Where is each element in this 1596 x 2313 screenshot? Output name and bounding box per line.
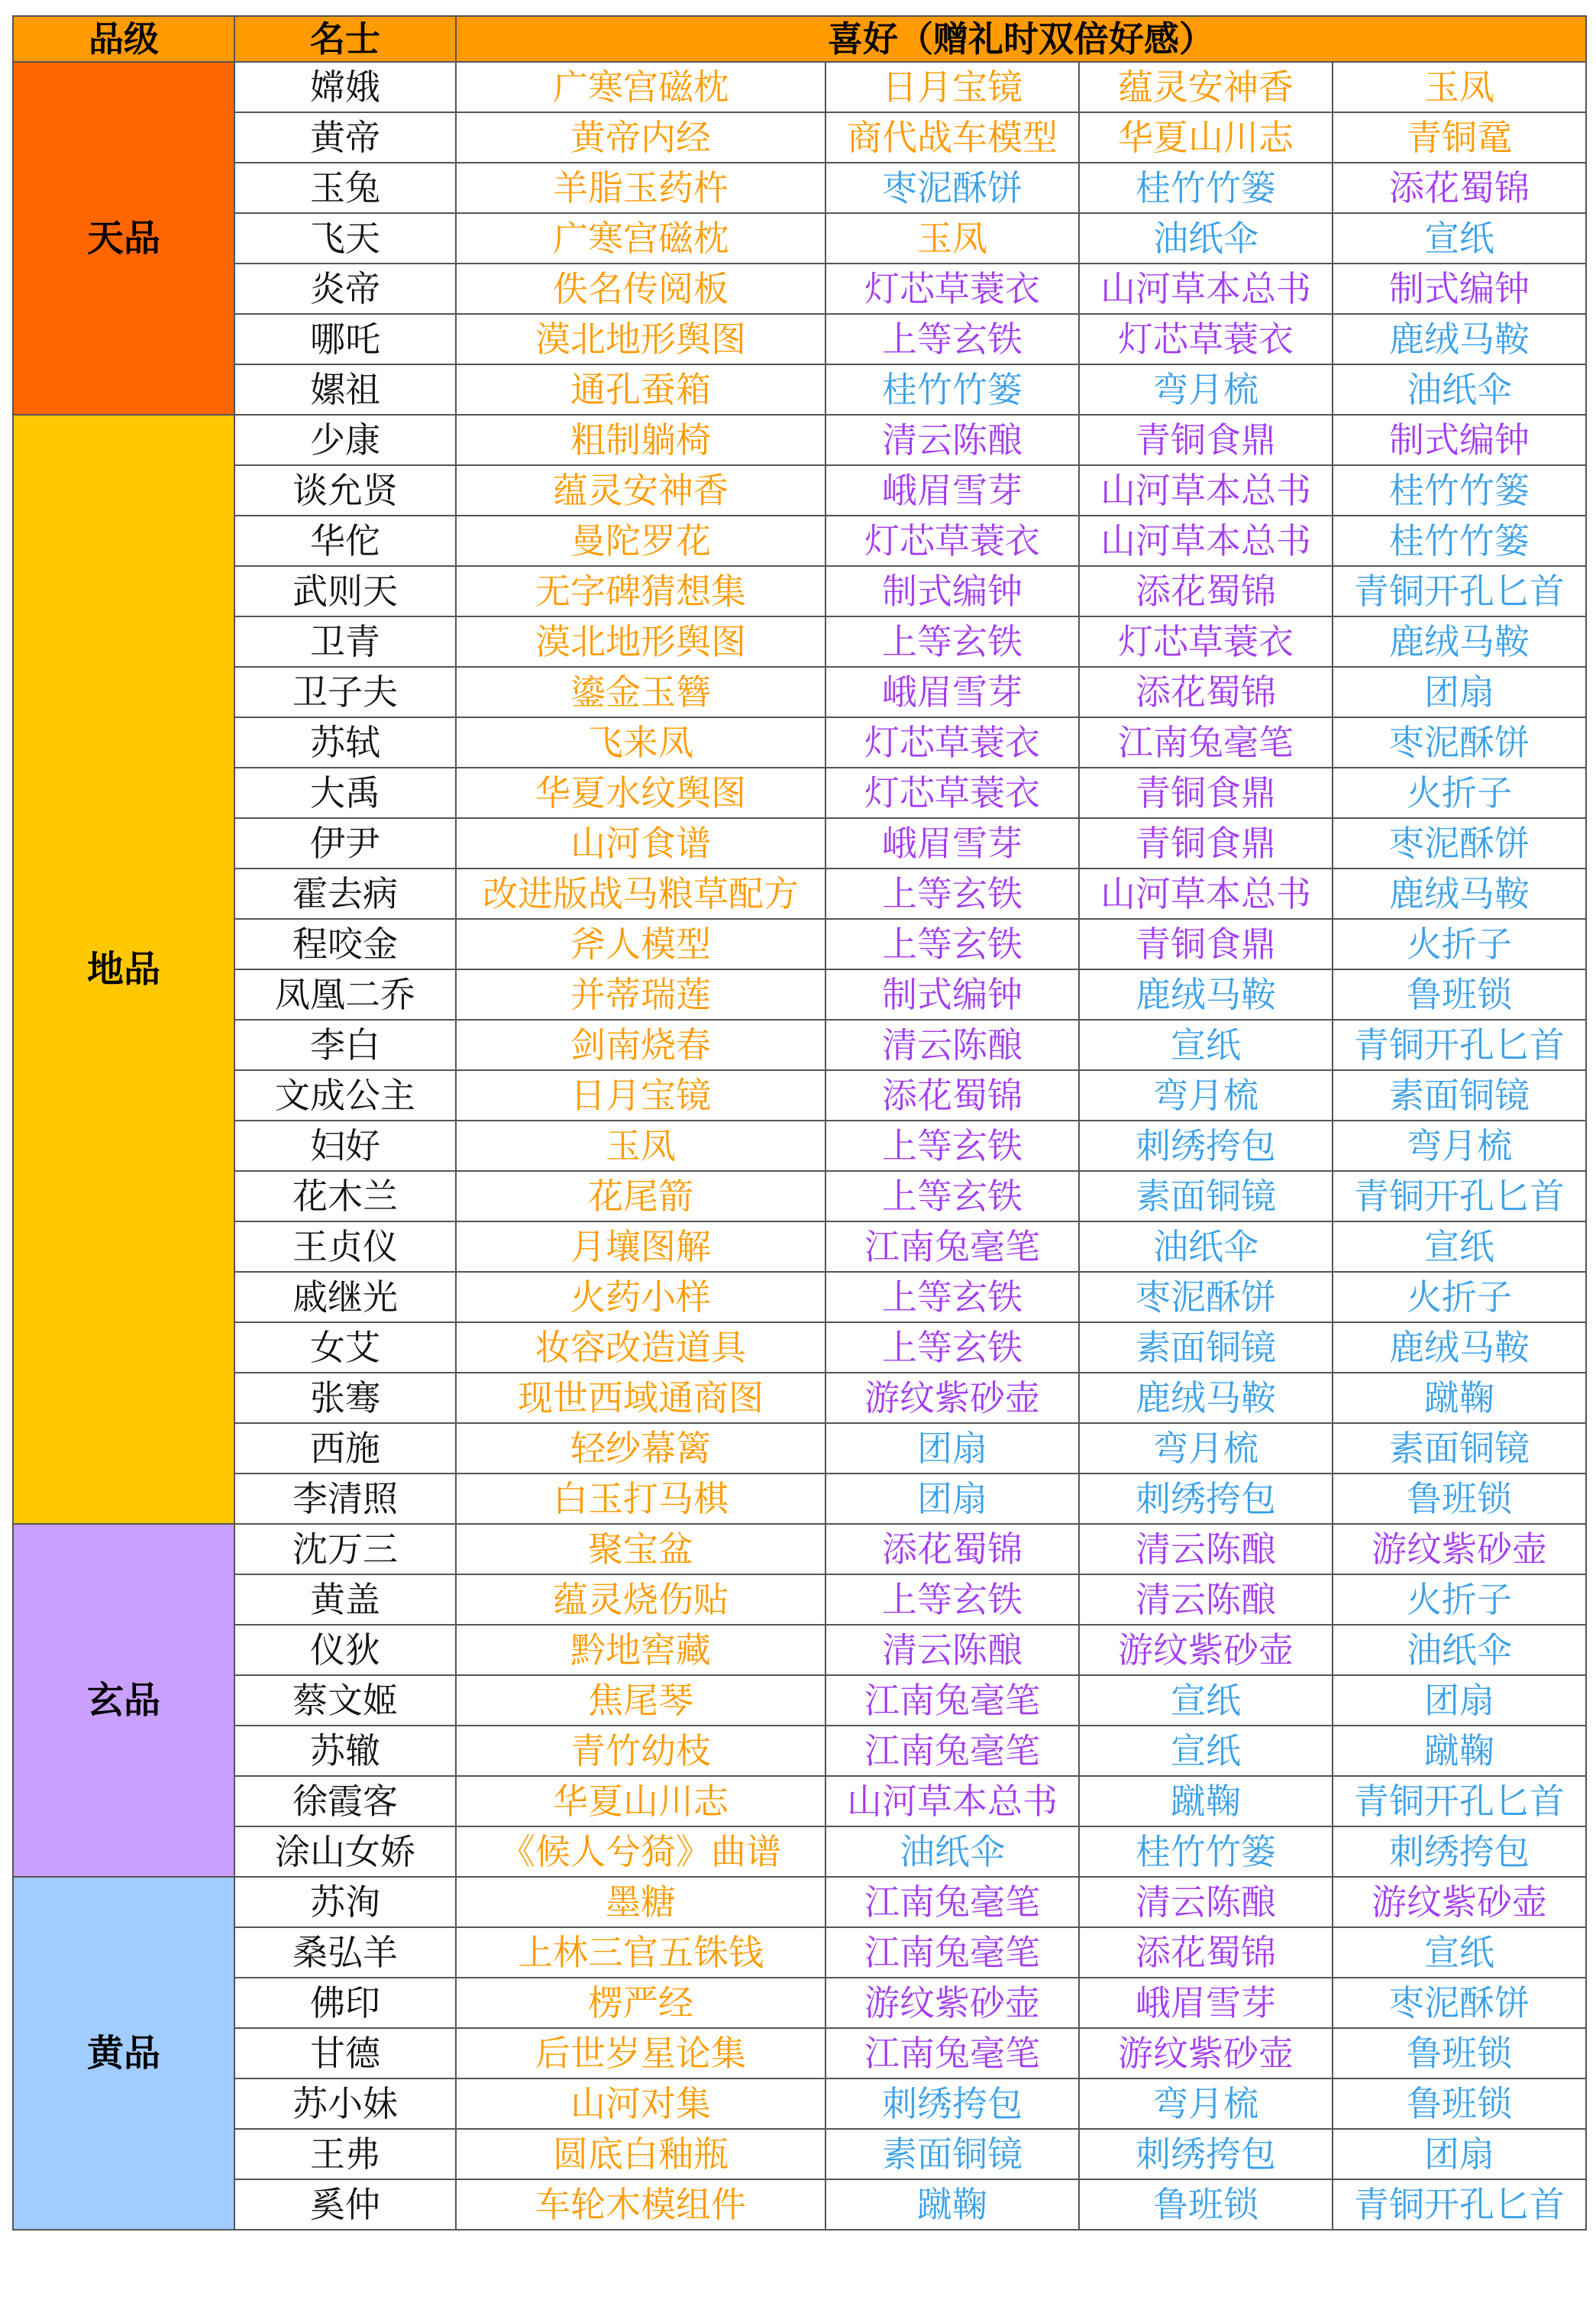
- gift-item: 鲁班锁: [1333, 969, 1586, 1020]
- gift-item: 宣纸: [1079, 1726, 1333, 1776]
- gift-item: 枣泥酥饼: [1333, 1978, 1586, 2028]
- gift-item: 枣泥酥饼: [1333, 818, 1586, 869]
- gift-item: 鹿绒马鞍: [1333, 616, 1586, 667]
- gift-item: 油纸伞: [1079, 1221, 1333, 1272]
- gift-item: 月壤图解: [456, 1221, 825, 1272]
- celebrity-name: 仪狄: [234, 1625, 456, 1675]
- table-row: [13, 1272, 1586, 1322]
- gift-item: 枣泥酥饼: [1079, 1272, 1333, 1322]
- celebrity-name: 文成公主: [234, 1070, 456, 1121]
- gift-item: 团扇: [1333, 1675, 1586, 1726]
- gift-item: 素面铜镜: [1333, 1423, 1586, 1474]
- table-row: [13, 1524, 1586, 1574]
- gift-item: 粗制躺椅: [456, 415, 825, 465]
- gift-item: 黔地窖藏: [456, 1625, 825, 1675]
- gift-item: 青铜开孔匕首: [1333, 2179, 1586, 2230]
- gift-item: 青铜食鼎: [1079, 919, 1333, 969]
- gift-item: 桂竹竹篓: [1333, 465, 1586, 516]
- gift-item: 上等玄铁: [825, 1121, 1079, 1171]
- tier-label: 玄品: [13, 1524, 234, 1877]
- gift-item: 宣纸: [1333, 213, 1586, 264]
- gift-item: 车轮木模组件: [456, 2179, 825, 2230]
- celebrity-name: 佛印: [234, 1978, 456, 2028]
- gift-item: 团扇: [1333, 667, 1586, 717]
- gift-item: 蕴灵安神香: [456, 465, 825, 516]
- gift-item: 灯芯草蓑衣: [825, 768, 1079, 818]
- gift-item: 油纸伞: [1333, 364, 1586, 415]
- gift-item: 桂竹竹篓: [1333, 516, 1586, 566]
- gift-item: 刺绣挎包: [825, 2078, 1079, 2129]
- celebrity-name: 李清照: [234, 1474, 456, 1524]
- table-row: [13, 1474, 1586, 1524]
- celebrity-name: 涂山女娇: [234, 1826, 456, 1877]
- gift-item: 焦尾琴: [456, 1675, 825, 1726]
- celebrity-name: 卫青: [234, 616, 456, 667]
- gift-item: 鹿绒马鞍: [1333, 869, 1586, 919]
- gift-item: 华夏水纹舆图: [456, 768, 825, 818]
- gift-item: 玉凤: [456, 1121, 825, 1171]
- gift-item: 聚宝盆: [456, 1524, 825, 1574]
- gift-item: 桂竹竹篓: [825, 364, 1079, 415]
- gift-item: 曼陀罗花: [456, 516, 825, 566]
- table-row: [13, 1373, 1586, 1423]
- gift-item: 桂竹竹篓: [1079, 163, 1333, 213]
- gift-item: 峨眉雪芽: [825, 465, 1079, 516]
- gift-item: 刺绣挎包: [1079, 1474, 1333, 1524]
- gift-item: 添花蜀锦: [1079, 566, 1333, 616]
- gift-item: 圆底白釉瓶: [456, 2129, 825, 2179]
- celebrity-name: 女艾: [234, 1322, 456, 1373]
- table-row: [13, 969, 1586, 1020]
- celebrity-name: 嫘祖: [234, 364, 456, 415]
- celebrity-name: 沈万三: [234, 1524, 456, 1574]
- celebrity-name: 武则天: [234, 566, 456, 616]
- celebrity-name: 伊尹: [234, 818, 456, 869]
- gift-item: 青铜食鼎: [1079, 768, 1333, 818]
- celebrity-name: 奚仲: [234, 2179, 456, 2230]
- gift-item: 游纹紫砂壶: [825, 1373, 1079, 1423]
- gift-item: 上林三官五铢钱: [456, 1927, 825, 1978]
- gift-item: 素面铜镜: [1079, 1171, 1333, 1221]
- header-row: [13, 16, 1586, 62]
- tier-label: 地品: [13, 415, 234, 1524]
- gift-item: 青铜食鼎: [1079, 818, 1333, 869]
- gift-item: 制式编钟: [825, 969, 1079, 1020]
- celebrity-name: 李白: [234, 1020, 456, 1070]
- gift-item: 清云陈酿: [1079, 1877, 1333, 1927]
- gift-item: 蹴鞠: [1079, 1776, 1333, 1826]
- table-row: [13, 2179, 1586, 2230]
- gift-item: 蕴灵安神香: [1079, 62, 1333, 112]
- gift-item: 华夏山川志: [1079, 112, 1333, 163]
- gift-item: 清云陈酿: [1079, 1574, 1333, 1625]
- tier-label: 黄品: [13, 1877, 234, 2230]
- header-gifts: 喜好（赠礼时双倍好感）: [456, 16, 1586, 62]
- celebrity-name: 王弗: [234, 2129, 456, 2179]
- table-row: [13, 415, 1586, 465]
- gift-item: 上等玄铁: [825, 314, 1079, 364]
- table-row: [13, 516, 1586, 566]
- table-row: [13, 1927, 1586, 1978]
- celebrity-name: 华佗: [234, 516, 456, 566]
- celebrity-name: 徐霞客: [234, 1776, 456, 1826]
- gift-item: 山河草本总书: [1079, 264, 1333, 314]
- table-row: [13, 919, 1586, 969]
- table-row: [13, 364, 1586, 415]
- gift-item: 鲁班锁: [1333, 2078, 1586, 2129]
- gift-item: 无字碑猜想集: [456, 566, 825, 616]
- gift-item: 青铜开孔匕首: [1333, 1020, 1586, 1070]
- gift-item: 鹿绒马鞍: [1079, 1373, 1333, 1423]
- gift-item: 广寒宫磁枕: [456, 62, 825, 112]
- gift-item: 灯芯草蓑衣: [825, 516, 1079, 566]
- gift-item: 素面铜镜: [825, 2129, 1079, 2179]
- table-row: [13, 112, 1586, 163]
- gift-item: 油纸伞: [1333, 1625, 1586, 1675]
- gift-item: 灯芯草蓑衣: [1079, 314, 1333, 364]
- gift-item: 斧人模型: [456, 919, 825, 969]
- gift-item: 游纹紫砂壶: [1079, 1625, 1333, 1675]
- gift-item: 江南兔毫笔: [825, 1877, 1079, 1927]
- gift-item: 油纸伞: [1079, 213, 1333, 264]
- celebrity-name: 凤凰二乔: [234, 969, 456, 1020]
- gift-item: 改进版战马粮草配方: [456, 869, 825, 919]
- gift-item: 上等玄铁: [825, 616, 1079, 667]
- gift-item: 山河食谱: [456, 818, 825, 869]
- gift-item: 团扇: [825, 1423, 1079, 1474]
- gift-item: 刺绣挎包: [1333, 1826, 1586, 1877]
- gift-item: 日月宝镜: [456, 1070, 825, 1121]
- gift-item: 灯芯草蓑衣: [1079, 616, 1333, 667]
- gift-item: 漠北地形舆图: [456, 616, 825, 667]
- gift-item: 火药小样: [456, 1272, 825, 1322]
- celebrity-name: 程咬金: [234, 919, 456, 969]
- gift-item: 上等玄铁: [825, 1272, 1079, 1322]
- gift-item: 飞来凤: [456, 717, 825, 768]
- celebrity-name: 桑弘羊: [234, 1927, 456, 1978]
- celebrity-name: 霍去病: [234, 869, 456, 919]
- gift-item: 枣泥酥饼: [825, 163, 1079, 213]
- gift-item: 素面铜镜: [1079, 1322, 1333, 1373]
- table-row: [13, 1675, 1586, 1726]
- gift-item: 素面铜镜: [1333, 1070, 1586, 1121]
- gift-item: 团扇: [825, 1474, 1079, 1524]
- gift-item: 火折子: [1333, 768, 1586, 818]
- gift-item: 油纸伞: [825, 1826, 1079, 1877]
- gift-item: 桂竹竹篓: [1079, 1826, 1333, 1877]
- gift-item: 游纹紫砂壶: [1333, 1524, 1586, 1574]
- gift-item: 清云陈酿: [825, 415, 1079, 465]
- gift-item: 青铜开孔匕首: [1333, 566, 1586, 616]
- table-row: [13, 1877, 1586, 1927]
- table-row: [13, 1121, 1586, 1171]
- table-row: [13, 1574, 1586, 1625]
- gift-item: 刺绣挎包: [1079, 2129, 1333, 2179]
- gift-item: 添花蜀锦: [825, 1524, 1079, 1574]
- table-row: [13, 62, 1586, 112]
- table-row: [13, 465, 1586, 516]
- gift-item: 清云陈酿: [825, 1020, 1079, 1070]
- table-row: [13, 2028, 1586, 2078]
- gift-item: 通孔蚕箱: [456, 364, 825, 415]
- celebrity-name: 嫦娥: [234, 62, 456, 112]
- gift-item: 添花蜀锦: [1079, 1927, 1333, 1978]
- gift-item: 枣泥酥饼: [1333, 717, 1586, 768]
- table-row: [13, 818, 1586, 869]
- gift-item: 现世西域通商图: [456, 1373, 825, 1423]
- gift-item: 江南兔毫笔: [1079, 717, 1333, 768]
- table-row: [13, 566, 1586, 616]
- gift-item: 山河草本总书: [825, 1776, 1079, 1826]
- gift-item: 《候人兮猗》曲谱: [456, 1826, 825, 1877]
- table-row: [13, 1776, 1586, 1826]
- table-row: [13, 1020, 1586, 1070]
- celebrity-name: 蔡文姬: [234, 1675, 456, 1726]
- gift-item: 羊脂玉药杵: [456, 163, 825, 213]
- table-row: [13, 1625, 1586, 1675]
- gift-item: 弯月梳: [1333, 1121, 1586, 1171]
- gift-item: 剑南烧春: [456, 1020, 825, 1070]
- table-row: [13, 1826, 1586, 1877]
- gift-item: 江南兔毫笔: [825, 1726, 1079, 1776]
- table-row: [13, 213, 1586, 264]
- celebrity-name: 花木兰: [234, 1171, 456, 1221]
- table-row: [13, 717, 1586, 768]
- gift-item: 佚名传阅板: [456, 264, 825, 314]
- celebrity-name: 苏轼: [234, 717, 456, 768]
- gift-item: 鎏金玉簪: [456, 667, 825, 717]
- table-row: [13, 163, 1586, 213]
- gift-item: 鲁班锁: [1079, 2179, 1333, 2230]
- gift-item: 宣纸: [1333, 1221, 1586, 1272]
- gift-item: 团扇: [1333, 2129, 1586, 2179]
- celebrity-name: 谈允贤: [234, 465, 456, 516]
- gift-item: 江南兔毫笔: [825, 1221, 1079, 1272]
- celebrity-name: 卫子夫: [234, 667, 456, 717]
- gift-item: 游纹紫砂壶: [1079, 2028, 1333, 2078]
- celebrity-name: 苏洵: [234, 1877, 456, 1927]
- gift-item: 楞严经: [456, 1978, 825, 2028]
- table-row: [13, 1978, 1586, 2028]
- gift-item: 商代战车模型: [825, 112, 1079, 163]
- gift-item: 火折子: [1333, 919, 1586, 969]
- celebrity-name: 哪吒: [234, 314, 456, 364]
- gift-item: 鹿绒马鞍: [1079, 969, 1333, 1020]
- gift-item: 添花蜀锦: [1333, 163, 1586, 213]
- celebrity-name: 少康: [234, 415, 456, 465]
- gift-item: 上等玄铁: [825, 1574, 1079, 1625]
- table-body: [13, 62, 1586, 2230]
- gift-item: 宣纸: [1079, 1020, 1333, 1070]
- gift-item: 青铜食鼎: [1079, 415, 1333, 465]
- celebrity-name: 西施: [234, 1423, 456, 1474]
- table-row: [13, 264, 1586, 314]
- gift-item: 游纹紫砂壶: [825, 1978, 1079, 2028]
- gift-item: 宣纸: [1333, 1927, 1586, 1978]
- gift-item: 日月宝镜: [825, 62, 1079, 112]
- gift-item: 上等玄铁: [825, 869, 1079, 919]
- gift-item: 灯芯草蓑衣: [825, 264, 1079, 314]
- tier-label: 天品: [13, 62, 234, 415]
- celebrity-name: 黄盖: [234, 1574, 456, 1625]
- celebrity-name: 甘德: [234, 2028, 456, 2078]
- gift-item: 山河对集: [456, 2078, 825, 2129]
- gift-item: 鹿绒马鞍: [1333, 1322, 1586, 1373]
- celebrity-name: 妇好: [234, 1121, 456, 1171]
- gift-item: 江南兔毫笔: [825, 1927, 1079, 1978]
- table-row: [13, 616, 1586, 667]
- gift-item: 鹿绒马鞍: [1333, 314, 1586, 364]
- celebrity-name: 黄帝: [234, 112, 456, 163]
- gift-item: 制式编钟: [1333, 415, 1586, 465]
- gift-item: 蹴鞠: [825, 2179, 1079, 2230]
- gift-item: 鲁班锁: [1333, 1474, 1586, 1524]
- header-tier: 品级: [13, 16, 234, 62]
- gift-item: 峨眉雪芽: [1079, 1978, 1333, 2028]
- gift-item: 玉凤: [1333, 62, 1586, 112]
- table-row: [13, 1070, 1586, 1121]
- gift-item: 宣纸: [1079, 1675, 1333, 1726]
- celebrity-name: 飞天: [234, 213, 456, 264]
- table-row: [13, 1423, 1586, 1474]
- celebrity-name: 苏小妹: [234, 2078, 456, 2129]
- gift-item: 并蒂瑞莲: [456, 969, 825, 1020]
- gift-item: 轻纱幕篱: [456, 1423, 825, 1474]
- gift-item: 添花蜀锦: [1079, 667, 1333, 717]
- gift-item: 妆容改造道具: [456, 1322, 825, 1373]
- gift-item: 后世岁星论集: [456, 2028, 825, 2078]
- celebrity-name: 张骞: [234, 1373, 456, 1423]
- gift-item: 添花蜀锦: [825, 1070, 1079, 1121]
- gift-item: 青竹幼枝: [456, 1726, 825, 1776]
- gift-item: 弯月梳: [1079, 1423, 1333, 1474]
- header-name: 名士: [234, 16, 456, 62]
- gift-item: 漠北地形舆图: [456, 314, 825, 364]
- gift-preference-table: [12, 15, 1587, 2231]
- gift-item: 制式编钟: [1333, 264, 1586, 314]
- gift-item: 山河草本总书: [1079, 465, 1333, 516]
- table-row: [13, 1171, 1586, 1221]
- gift-item: 青铜鼋: [1333, 112, 1586, 163]
- gift-item: 玉凤: [825, 213, 1079, 264]
- gift-item: 花尾箭: [456, 1171, 825, 1221]
- table-row: [13, 2129, 1586, 2179]
- celebrity-name: 苏辙: [234, 1726, 456, 1776]
- celebrity-name: 戚继光: [234, 1272, 456, 1322]
- gift-item: 青铜开孔匕首: [1333, 1776, 1586, 1826]
- celebrity-name: 大禹: [234, 768, 456, 818]
- gift-item: 广寒宫磁枕: [456, 213, 825, 264]
- celebrity-name: 玉兔: [234, 163, 456, 213]
- table-row: [13, 667, 1586, 717]
- gift-item: 上等玄铁: [825, 1322, 1079, 1373]
- gift-item: 清云陈酿: [1079, 1524, 1333, 1574]
- gift-item: 弯月梳: [1079, 2078, 1333, 2129]
- gift-item: 江南兔毫笔: [825, 2028, 1079, 2078]
- gift-item: 火折子: [1333, 1272, 1586, 1322]
- gift-item: 蹴鞠: [1333, 1373, 1586, 1423]
- gift-item: 弯月梳: [1079, 1070, 1333, 1121]
- gift-item: 灯芯草蓑衣: [825, 717, 1079, 768]
- gift-item: 游纹紫砂壶: [1333, 1877, 1586, 1927]
- gift-item: 鲁班锁: [1333, 2028, 1586, 2078]
- table-row: [13, 869, 1586, 919]
- gift-item: 峨眉雪芽: [825, 667, 1079, 717]
- gift-item: 白玉打马棋: [456, 1474, 825, 1524]
- gift-item: 弯月梳: [1079, 364, 1333, 415]
- gift-item: 墨糖: [456, 1877, 825, 1927]
- table-row: [13, 768, 1586, 818]
- table-row: [13, 2078, 1586, 2129]
- gift-item: 蕴灵烧伤贴: [456, 1574, 825, 1625]
- gift-item: 清云陈酿: [825, 1625, 1079, 1675]
- celebrity-name: 炎帝: [234, 264, 456, 314]
- celebrity-name: 王贞仪: [234, 1221, 456, 1272]
- gift-item: 上等玄铁: [825, 1171, 1079, 1221]
- gift-item: 火折子: [1333, 1574, 1586, 1625]
- gift-item: 山河草本总书: [1079, 869, 1333, 919]
- gift-item: 峨眉雪芽: [825, 818, 1079, 869]
- table-row: [13, 314, 1586, 364]
- gift-item: 上等玄铁: [825, 919, 1079, 969]
- gift-item: 华夏山川志: [456, 1776, 825, 1826]
- gift-item: 江南兔毫笔: [825, 1675, 1079, 1726]
- table-row: [13, 1322, 1586, 1373]
- gift-item: 刺绣挎包: [1079, 1121, 1333, 1171]
- gift-item: 黄帝内经: [456, 112, 825, 163]
- gift-item: 制式编钟: [825, 566, 1079, 616]
- table-row: [13, 1221, 1586, 1272]
- gift-item: 蹴鞠: [1333, 1726, 1586, 1776]
- gift-item: 青铜开孔匕首: [1333, 1171, 1586, 1221]
- gift-item: 山河草本总书: [1079, 516, 1333, 566]
- table-row: [13, 1726, 1586, 1776]
